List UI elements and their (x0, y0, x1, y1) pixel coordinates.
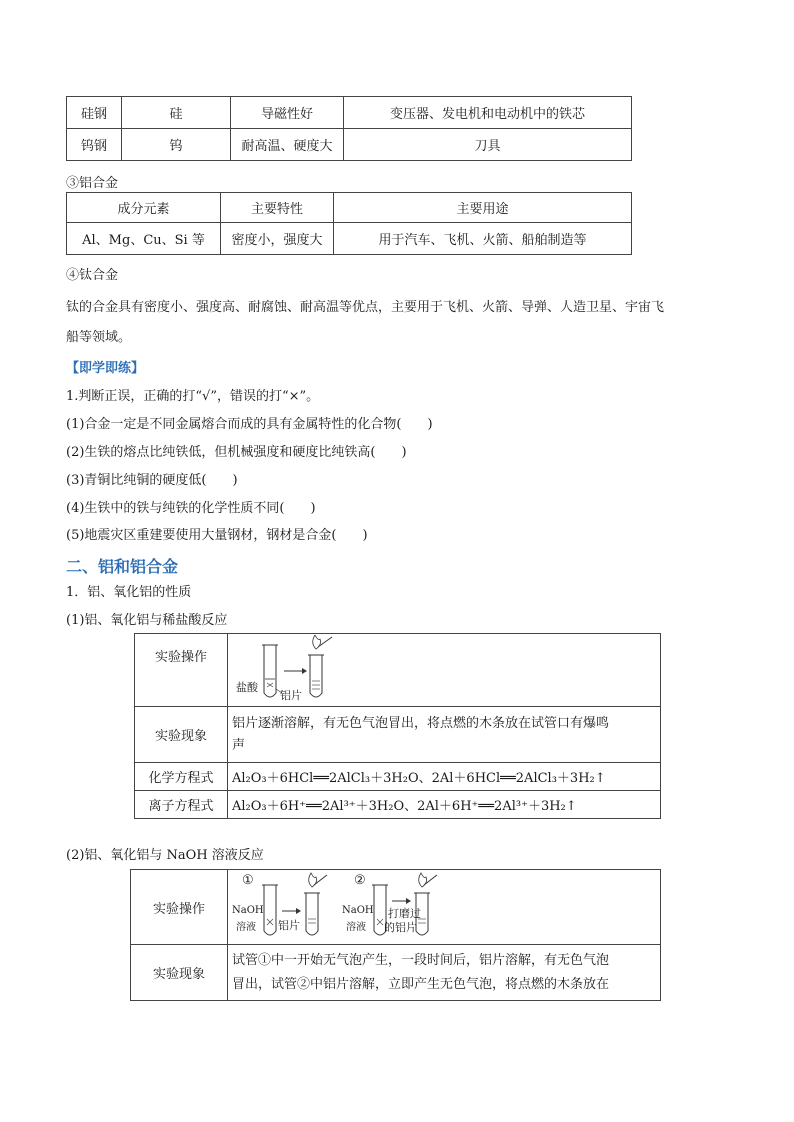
ionic-equation: Al₂O₃＋6H⁺══2Al³⁺＋3H₂O、2Al＋6H⁺══2Al³⁺＋3H₂↑ (228, 791, 661, 819)
phenomenon-text: 试管①中一开始无气泡产生，一段时间后，铝片溶解，有无色气泡 (232, 952, 610, 968)
exp2-phenomenon-cell (228, 945, 661, 1001)
table-cell: 钨 (122, 129, 231, 161)
ti-alloy-heading: ④钛合金 (66, 268, 119, 283)
table-cell: 硅钢 (67, 97, 122, 129)
practice-item: (3)青铜比纯铜的硬度低( ) (66, 473, 238, 488)
tube-number-1: ① (242, 873, 254, 888)
practice-item: (4)生铁中的铁与纯铁的化学性质不同( ) (66, 501, 316, 516)
phenomenon-text: 铝片逐渐溶解，有无色气泡冒出，将点燃的木条放在试管口有爆鸣 (232, 715, 610, 731)
part2-title: (2)铝、氧化铝与 NaOH 溶液反应 (66, 848, 264, 863)
exp1-table (134, 633, 661, 819)
table-cell: 导磁性好 (231, 97, 344, 129)
phenomenon-text: 冒出，试管②中铝片溶解，立即产生无色气泡，将点燃的木条放在 (232, 976, 610, 992)
exp2-diagram-cell (228, 870, 661, 945)
practice-item: (5)地震灾区重建要使用大量钢材，钢材是合金( ) (66, 528, 368, 543)
foil-label-1: 铝片 (278, 919, 300, 932)
row-label: 实验操作 (131, 870, 228, 945)
row-label: 离子方程式 (135, 791, 228, 819)
ti-alloy-text-2: 船等领域。 (66, 330, 132, 345)
part1-title: (1)铝、氧化铝与稀盐酸反应 (66, 613, 228, 628)
polished-label-1: 打磨过 (388, 907, 421, 920)
subsection-title: 1．铝、氧化铝的性质 (66, 585, 192, 600)
al-alloy-table (66, 192, 632, 255)
practice-question: 1.判断正误，正确的打“√”，错误的打“×”。 (66, 389, 320, 404)
tube-number-2: ② (354, 873, 366, 888)
table-cell: 硅 (122, 97, 231, 129)
exp1-phenomenon-cell (228, 707, 661, 763)
alloy-steel-table (66, 96, 632, 161)
naoh-label-1: NaOH (232, 905, 264, 916)
acid-label: 盐酸 (236, 681, 258, 694)
phenomenon-text: 声 (232, 737, 246, 753)
row-label: 化学方程式 (135, 763, 228, 791)
practice-title: 【即学即练】 (66, 361, 145, 376)
ti-alloy-text-1: 钛的合金具有密度小、强度高、耐腐蚀、耐高温等优点，主要用于飞机、火箭、导弹、人造卫星、宇宙飞 (66, 300, 665, 315)
practice-item: (1)合金一定是不同金属熔合而成的具有金属特性的化合物( ) (66, 417, 433, 432)
table-cell: 密度小，强度大 (221, 223, 334, 255)
solution-label-2: 溶液 (346, 922, 366, 933)
naoh-label-2: NaOH (342, 905, 374, 916)
exp2-table (130, 869, 661, 1001)
exp1-diagram-cell (228, 634, 661, 707)
table-header: 主要特性 (221, 193, 334, 223)
table-header: 成分元素 (67, 193, 221, 223)
table-header: 主要用途 (334, 193, 632, 223)
foil-label: 铝片 (280, 689, 302, 702)
table-cell: 用于汽车、飞机、火箭、船舶制造等 (334, 223, 632, 255)
chemical-equation: Al₂O₃＋6HCl══2AlCl₃＋3H₂O、2Al＋6HCl══2AlCl₃＋3H₂↑ (228, 763, 661, 791)
table-cell: 刀具 (344, 129, 632, 161)
row-label: 实验现象 (135, 707, 228, 763)
solution-label-1: 溶液 (236, 922, 256, 933)
row-label: 实验操作 (135, 634, 228, 707)
practice-item: (2)生铁的熔点比纯铁低，但机械强度和硬度比纯铁高( ) (66, 445, 407, 460)
row-label: 实验现象 (131, 945, 228, 1001)
table-cell: 变压器、发电机和电动机中的铁芯 (344, 97, 632, 129)
table-cell: 钨钢 (67, 129, 122, 161)
al-alloy-heading: ③铝合金 (66, 176, 119, 191)
section-title: 二、铝和铝合金 (66, 557, 179, 576)
polished-label-2: 的铝片 (384, 921, 417, 934)
table-cell: Al、Mg、Cu、Si 等 (67, 223, 221, 255)
table-cell: 耐高温、硬度大 (231, 129, 344, 161)
